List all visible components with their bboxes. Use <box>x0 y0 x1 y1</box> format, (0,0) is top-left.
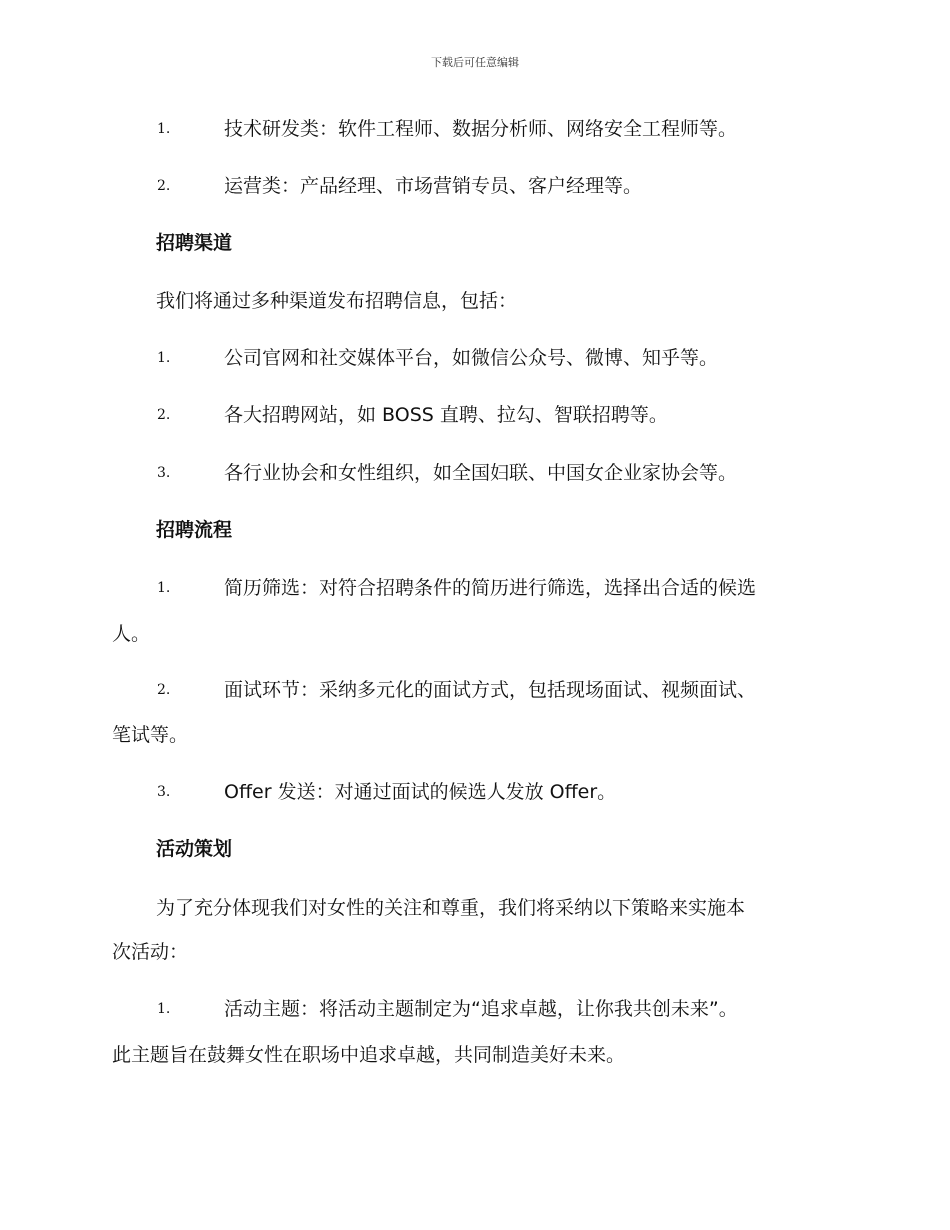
heading-text: 招聘渠道 <box>156 232 233 254</box>
list-number: 2. <box>157 682 171 698</box>
page-header: 下载后可任意编辑 <box>431 56 519 69</box>
list-text: 各大招聘网站，如 BOSS 直聘、拉勾、智联招聘等。 <box>224 404 668 426</box>
list-text: 面试环节：采纳多元化的面试方式，包括现场面试、视频面试、 <box>224 679 757 701</box>
paragraph-text-continued: 次活动： <box>112 941 189 963</box>
list-text: 各行业协会和女性组织，如全国妇联、中国女企业家协会等。 <box>224 462 738 484</box>
list-number: 1. <box>157 121 171 137</box>
list-number: 2. <box>157 178 171 194</box>
paragraph-text: 为了充分体现我们对女性的关注和尊重，我们将采纳以下策略来实施本 <box>156 897 746 919</box>
heading-text: 招聘流程 <box>156 519 233 541</box>
paragraph-text: 我们将通过多种渠道发布招聘信息，包括： <box>156 290 518 312</box>
list-number: 2. <box>157 407 171 423</box>
list-number: 1. <box>157 350 171 366</box>
list-text-continued: 此主题旨在鼓舞女性在职场中追求卓越，共同制造美好未来。 <box>112 1044 626 1066</box>
list-number: 3. <box>157 465 171 481</box>
list-number: 1. <box>157 1001 171 1017</box>
heading-text: 活动策划 <box>156 838 233 860</box>
list-text-continued: 人。 <box>112 623 151 645</box>
list-text: 简历筛选：对符合招聘条件的简历进行筛选，选择出合适的候选 <box>224 577 757 599</box>
list-text: Offer 发送：对通过面试的候选人发放 Offer。 <box>224 781 617 803</box>
list-number: 3. <box>157 784 171 800</box>
list-number: 1. <box>157 580 171 596</box>
list-text: 技术研发类：软件工程师、数据分析师、网络安全工程师等。 <box>224 118 738 140</box>
list-text: 活动主题：将活动主题制定为“追求卓越，让你我共创未来”。 <box>224 998 738 1020</box>
list-text-continued: 笔试等。 <box>112 724 189 746</box>
list-text: 公司官网和社交媒体平台，如微信公众号、微博、知乎等。 <box>224 347 719 369</box>
list-text: 运营类：产品经理、市场营销专员、客户经理等。 <box>224 175 643 197</box>
